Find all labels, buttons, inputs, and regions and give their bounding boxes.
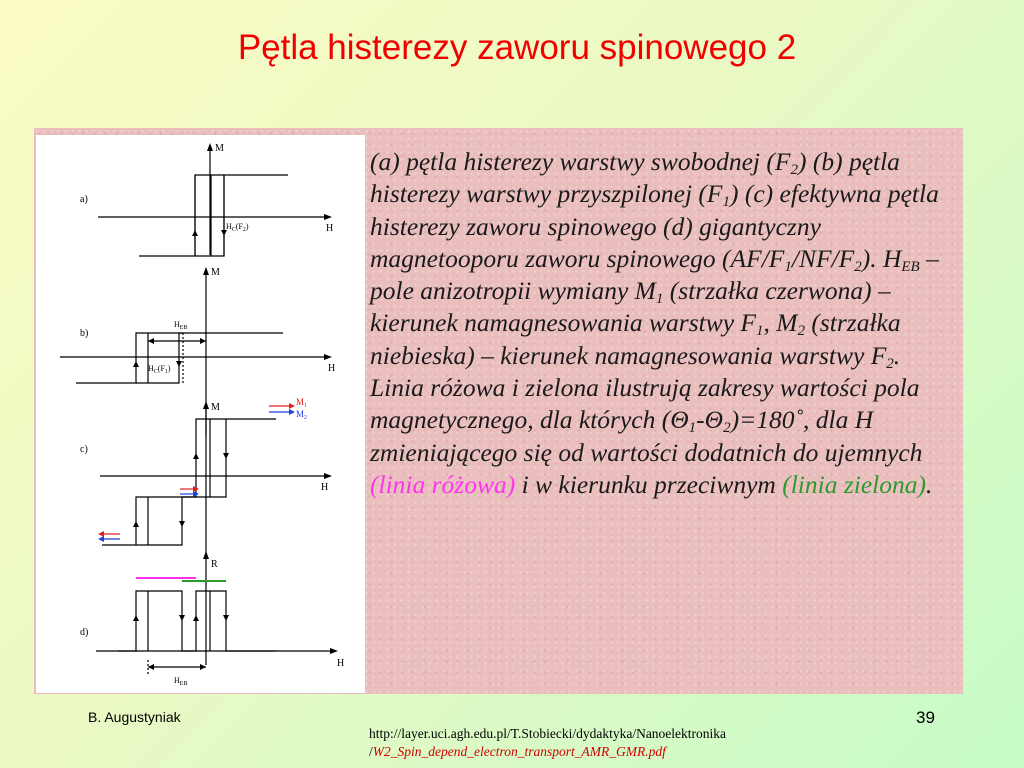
pink-line-label: (linia różowa) [370, 469, 516, 499]
hysteresis-diagram [36, 135, 365, 693]
slide-title: Pętla histerezy zaworu spinowego 2 [237, 28, 797, 67]
svg-text:HC(F2): $H_C(F_2)$ [226, 222, 249, 233]
description-text: (a) pętla histerezy warstwy swobodnej $(F_2)$ (b) pętla histerezy warstwy przyszpilonej $(F_1)$ (c) efektywna pętla histerezy zaworu spinowego (d) gigantyczny magnetooporu zaworu spinowego $(AF/F_1/NF/F_2)$. $H_{EB}$ – pole anizotropii wymiany $M_1$ (strzałka czerwona) – kierunek namagnesowania warstwy $F_1$, $M_2$ (strzałka niebieska) – kierunek namagnesowania warstwy $F_2$. Linia różowa i zielona ilustrują zakresy wartości pola magnetycznego, dla których $(\Theta_1-\Theta_2)=180˚$, dla H zmieniającego się od wartości dodatnich do ujemnych (linia różowa) i w kierunku przeciwnym (linia zielona). [370, 147, 939, 499]
panel-a-loop [98, 143, 333, 256]
page-number: 39 [916, 708, 935, 727]
source-reference: http://layer.uci.agh.edu.pl/T.Stobiecki/dydaktyka/Nanoelektronika /W2_Spin_depend_electron_transport_AMR_GMR.pdf [369, 726, 727, 759]
author: B. Augustyniak [88, 709, 181, 725]
panel-label-a: a) [80, 194, 88, 205]
panel-d-loop [96, 551, 344, 687]
svg-text:HEB: $H_{EB}$ [174, 676, 188, 687]
source-pdf-link[interactable]: W2_Spin_depend_electron_transport_AMR_GMR.pdf [372, 744, 666, 759]
panel-c-loop [98, 397, 332, 555]
svg-text:H: H [328, 363, 336, 374]
panel-b-loop [60, 267, 335, 435]
green-line-label: (linia zielona) [782, 469, 926, 499]
svg-text:HC(F1): $H_C(F_1)$ [148, 364, 171, 375]
svg-text:HEB: $H_{EB}$ [174, 320, 188, 331]
svg-text:H: H [337, 658, 345, 669]
svg-text:R: R [211, 559, 218, 570]
svg-text:H: H [321, 482, 329, 493]
panel-label-d: d) [80, 627, 89, 638]
svg-text:M: M [211, 402, 220, 413]
svg-text:M2: $M_2$ [296, 409, 308, 421]
svg-text:M1: $M_1$ [296, 397, 308, 409]
svg-text:M: M [211, 267, 220, 278]
panel-label-c: c) [80, 444, 88, 455]
axis-h-label: H [326, 223, 334, 234]
panel-label-b: b) [80, 328, 89, 339]
source-url: http://layer.uci.agh.edu.pl/T.Stobiecki/dydaktyka/Nanoelektronika [369, 726, 727, 741]
axis-m-label: M [215, 143, 224, 154]
